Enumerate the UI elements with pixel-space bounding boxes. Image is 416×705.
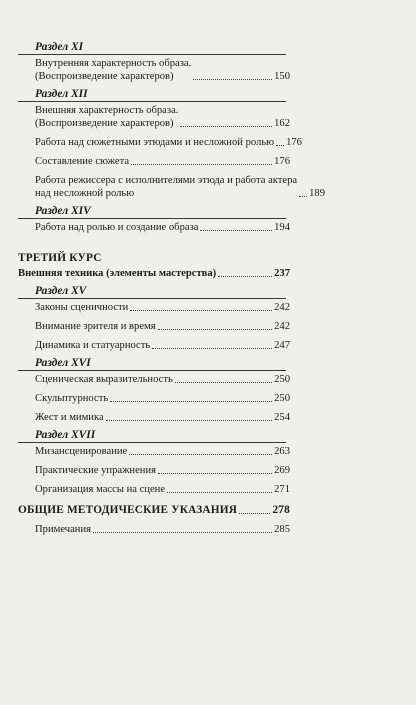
toc-chapter — [18, 267, 290, 280]
dot-leader — [180, 126, 272, 127]
page-number: 237 — [274, 268, 290, 279]
entry-title-line: Работа над ролью и создание образа — [35, 222, 199, 233]
toc-entry — [18, 523, 290, 536]
entry-title-line: ОБЩИЕ МЕТОДИЧЕСКИЕ УКАЗАНИЯ — [18, 504, 238, 516]
entry-title-line: Динамика и статуарность — [35, 340, 151, 351]
entry-title-line: Работа режиссера с исполнителями этюда и работа актера — [35, 175, 298, 186]
entry-title-line: Практические упражнения — [35, 465, 156, 476]
toc-entry — [18, 136, 302, 149]
page-number: 247 — [274, 340, 290, 351]
page-number: 176 — [274, 156, 290, 167]
entry-title-line: (Воспроизведение характеров) — [35, 71, 174, 82]
section-heading: Раздел XIV — [18, 204, 286, 219]
page-number: 285 — [274, 524, 290, 535]
page-number: 176 — [286, 137, 302, 148]
dot-leader — [218, 276, 272, 277]
dot-leader — [239, 513, 270, 514]
toc-entry — [18, 174, 326, 200]
entry-title-line: Скульптурность — [35, 393, 109, 404]
section-heading: Раздел XVI — [18, 356, 286, 371]
entry-title-line: Жест и мимика — [35, 412, 104, 423]
dot-leader — [158, 473, 272, 474]
dot-leader — [131, 164, 272, 165]
dot-leader — [200, 230, 272, 231]
toc-chapter — [18, 504, 290, 517]
dot-leader — [93, 532, 272, 533]
page-number: 189 — [309, 188, 326, 199]
toc-entry — [18, 104, 290, 130]
section-heading: Раздел XV — [18, 284, 286, 299]
section-heading: Раздел XI — [18, 40, 286, 55]
entry-title-line: Внешняя техника (элементы мастерства) — [18, 268, 217, 279]
page-number: 194 — [274, 222, 290, 233]
entry-title-line: Примечания — [35, 524, 91, 535]
entry-title-line: Мизансценирование — [35, 446, 128, 457]
page-number: 162 — [274, 118, 290, 129]
dot-leader — [299, 196, 307, 197]
entry-title-line: Внешняя характерность образа. — [35, 105, 179, 116]
entry-title-line: Внимание зрителя и время — [35, 321, 156, 332]
toc-entry — [18, 301, 290, 314]
toc-entry — [18, 221, 290, 234]
dot-leader — [152, 348, 272, 349]
dot-leader — [276, 145, 284, 146]
toc-entry — [18, 445, 290, 458]
page-number: 278 — [272, 504, 290, 516]
page-number: 242 — [274, 321, 290, 332]
dot-leader — [110, 401, 272, 402]
page-number: 263 — [274, 446, 290, 457]
page-number: 254 — [274, 412, 290, 423]
entry-title-line: Сценическая выразительность — [35, 374, 173, 385]
entry-title-line: Организация массы на сцене — [35, 484, 166, 495]
section-heading: Раздел XVII — [18, 428, 286, 443]
dot-leader — [106, 420, 272, 421]
dot-leader — [129, 454, 272, 455]
dot-leader — [167, 492, 272, 493]
page-number: 242 — [274, 302, 290, 313]
page-number: 250 — [274, 374, 290, 385]
course-heading — [18, 252, 290, 265]
dot-leader — [175, 382, 272, 383]
table-of-contents — [18, 40, 326, 536]
entry-title-line: Внутренняя характерность образа. — [35, 58, 192, 69]
page-number: 269 — [274, 465, 290, 476]
toc-entry — [18, 155, 290, 168]
entry-title-line: Законы сценичности — [35, 302, 129, 313]
toc-entry — [18, 373, 290, 386]
toc-entry — [18, 464, 290, 477]
toc-entry — [18, 320, 290, 333]
section-heading: Раздел XII — [18, 87, 286, 102]
toc-entry — [18, 411, 290, 424]
toc-entry — [18, 339, 290, 352]
toc-entry — [18, 483, 290, 496]
toc-entry — [18, 392, 290, 405]
dot-leader — [130, 310, 272, 311]
dot-leader — [158, 329, 272, 330]
entry-title-line: над несложной ролью — [35, 188, 135, 199]
dot-leader — [193, 79, 272, 80]
course-title: ТРЕТИЙ КУРС — [18, 252, 102, 264]
page-number: 250 — [274, 393, 290, 404]
entry-title-line: Работа над сюжетными этюдами и несложной ролью — [35, 137, 275, 148]
entry-title-line: (Воспроизведение характеров) — [35, 118, 174, 129]
toc-entry — [18, 57, 290, 83]
entry-title-line: Составление сюжета — [35, 156, 130, 167]
page-number: 150 — [274, 71, 290, 82]
page-number: 271 — [274, 484, 290, 495]
